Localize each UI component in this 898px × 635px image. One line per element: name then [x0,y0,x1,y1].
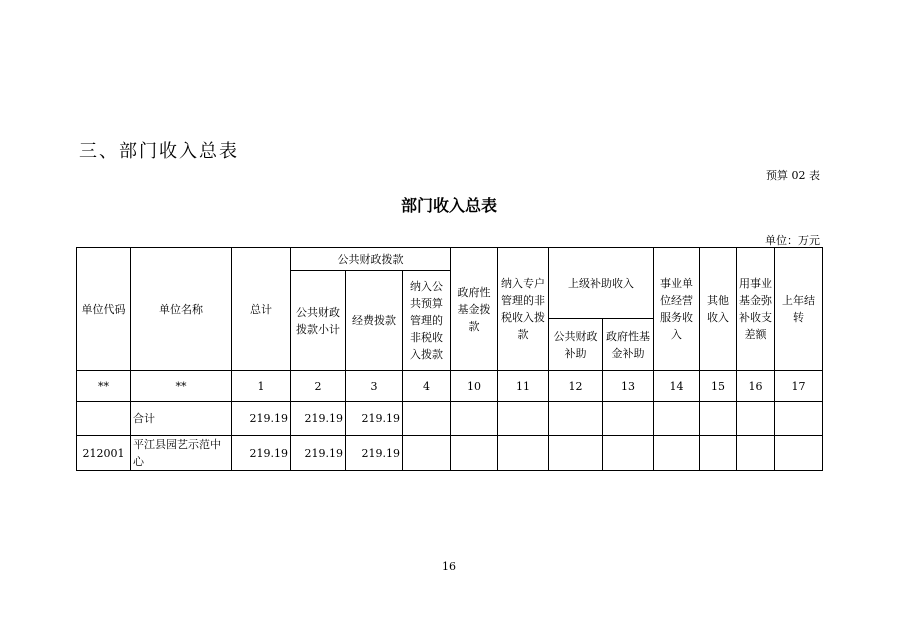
code-cell: 1 [232,371,291,402]
empty-cell [549,402,603,436]
empty-cell [403,402,451,436]
cell-operating-funds: 219.19 [346,436,403,471]
header-superior-subsidy-group: 上级补助收入 [549,248,654,319]
header-total: 总计 [232,248,291,371]
cell-public-finance-subtotal: 219.19 [291,402,346,436]
empty-cell [700,402,737,436]
empty-cell [549,436,603,471]
income-summary-table [76,247,823,471]
header-unit-name: 单位名称 [131,248,232,371]
code-cell: 12 [549,371,603,402]
empty-cell [775,436,823,471]
header-gov-fund: 政府性基金拨款 [451,248,498,371]
empty-cell [451,436,498,471]
header-public-finance-subsidy: 公共财政补助 [549,319,603,371]
cell-unit-code [77,402,131,436]
empty-cell [737,436,775,471]
cell-total: 219.19 [232,402,291,436]
code-cell: ** [77,371,131,402]
code-cell: 10 [451,371,498,402]
table-row-total [77,402,823,436]
section-title: 三、部门收入总表 [79,141,239,162]
header-other-income: 其他收入 [700,248,737,371]
empty-cell [498,436,549,471]
table-title: 部门收入总表 [400,196,497,215]
header-fund-offset: 用事业基金弥补收支差额 [737,248,775,371]
code-cell: 11 [498,371,549,402]
empty-cell [654,402,700,436]
empty-cell [775,402,823,436]
empty-cell [498,402,549,436]
code-cell: 15 [700,371,737,402]
header-public-finance-subtotal: 公共财政拨款小计 [291,271,346,371]
cell-unit-name: 平江县园艺示范中心 [131,436,232,471]
header-business-income: 事业单位经营服务收入 [654,248,700,371]
header-carryover: 上年结转 [775,248,823,371]
code-cell: 17 [775,371,823,402]
empty-cell [603,402,654,436]
header-gov-fund-subsidy: 政府性基金补助 [603,319,654,371]
cell-unit-code: 212001 [77,436,131,471]
empty-cell [700,436,737,471]
empty-cell [737,402,775,436]
code-cell: 4 [403,371,451,402]
header-operating-funds: 经费拨款 [346,271,403,371]
unit-label: 单位：万元 [765,234,820,247]
header-non-tax-public: 纳入公共预算管理的非税收入拨款 [403,271,451,371]
code-cell: 16 [737,371,775,402]
code-cell: 13 [603,371,654,402]
form-number: 预算 02 表 [766,169,820,182]
header-public-finance-group: 公共财政拨款 [291,248,451,271]
cell-total: 219.19 [232,436,291,471]
code-cell: 2 [291,371,346,402]
cell-unit-name: 合计 [131,402,232,436]
page-number: 16 [442,560,456,573]
code-cell: ** [131,371,232,402]
code-cell: 3 [346,371,403,402]
cell-operating-funds: 219.19 [346,402,403,436]
empty-cell [603,436,654,471]
empty-cell [451,402,498,436]
header-non-tax-special: 纳入专户管理的非税收入拨款 [498,248,549,371]
cell-public-finance-subtotal: 219.19 [291,436,346,471]
table-row [77,436,823,471]
code-cell: 14 [654,371,700,402]
column-code-row [77,371,823,402]
header-unit-code: 单位代码 [77,248,131,371]
empty-cell [403,436,451,471]
empty-cell [654,436,700,471]
